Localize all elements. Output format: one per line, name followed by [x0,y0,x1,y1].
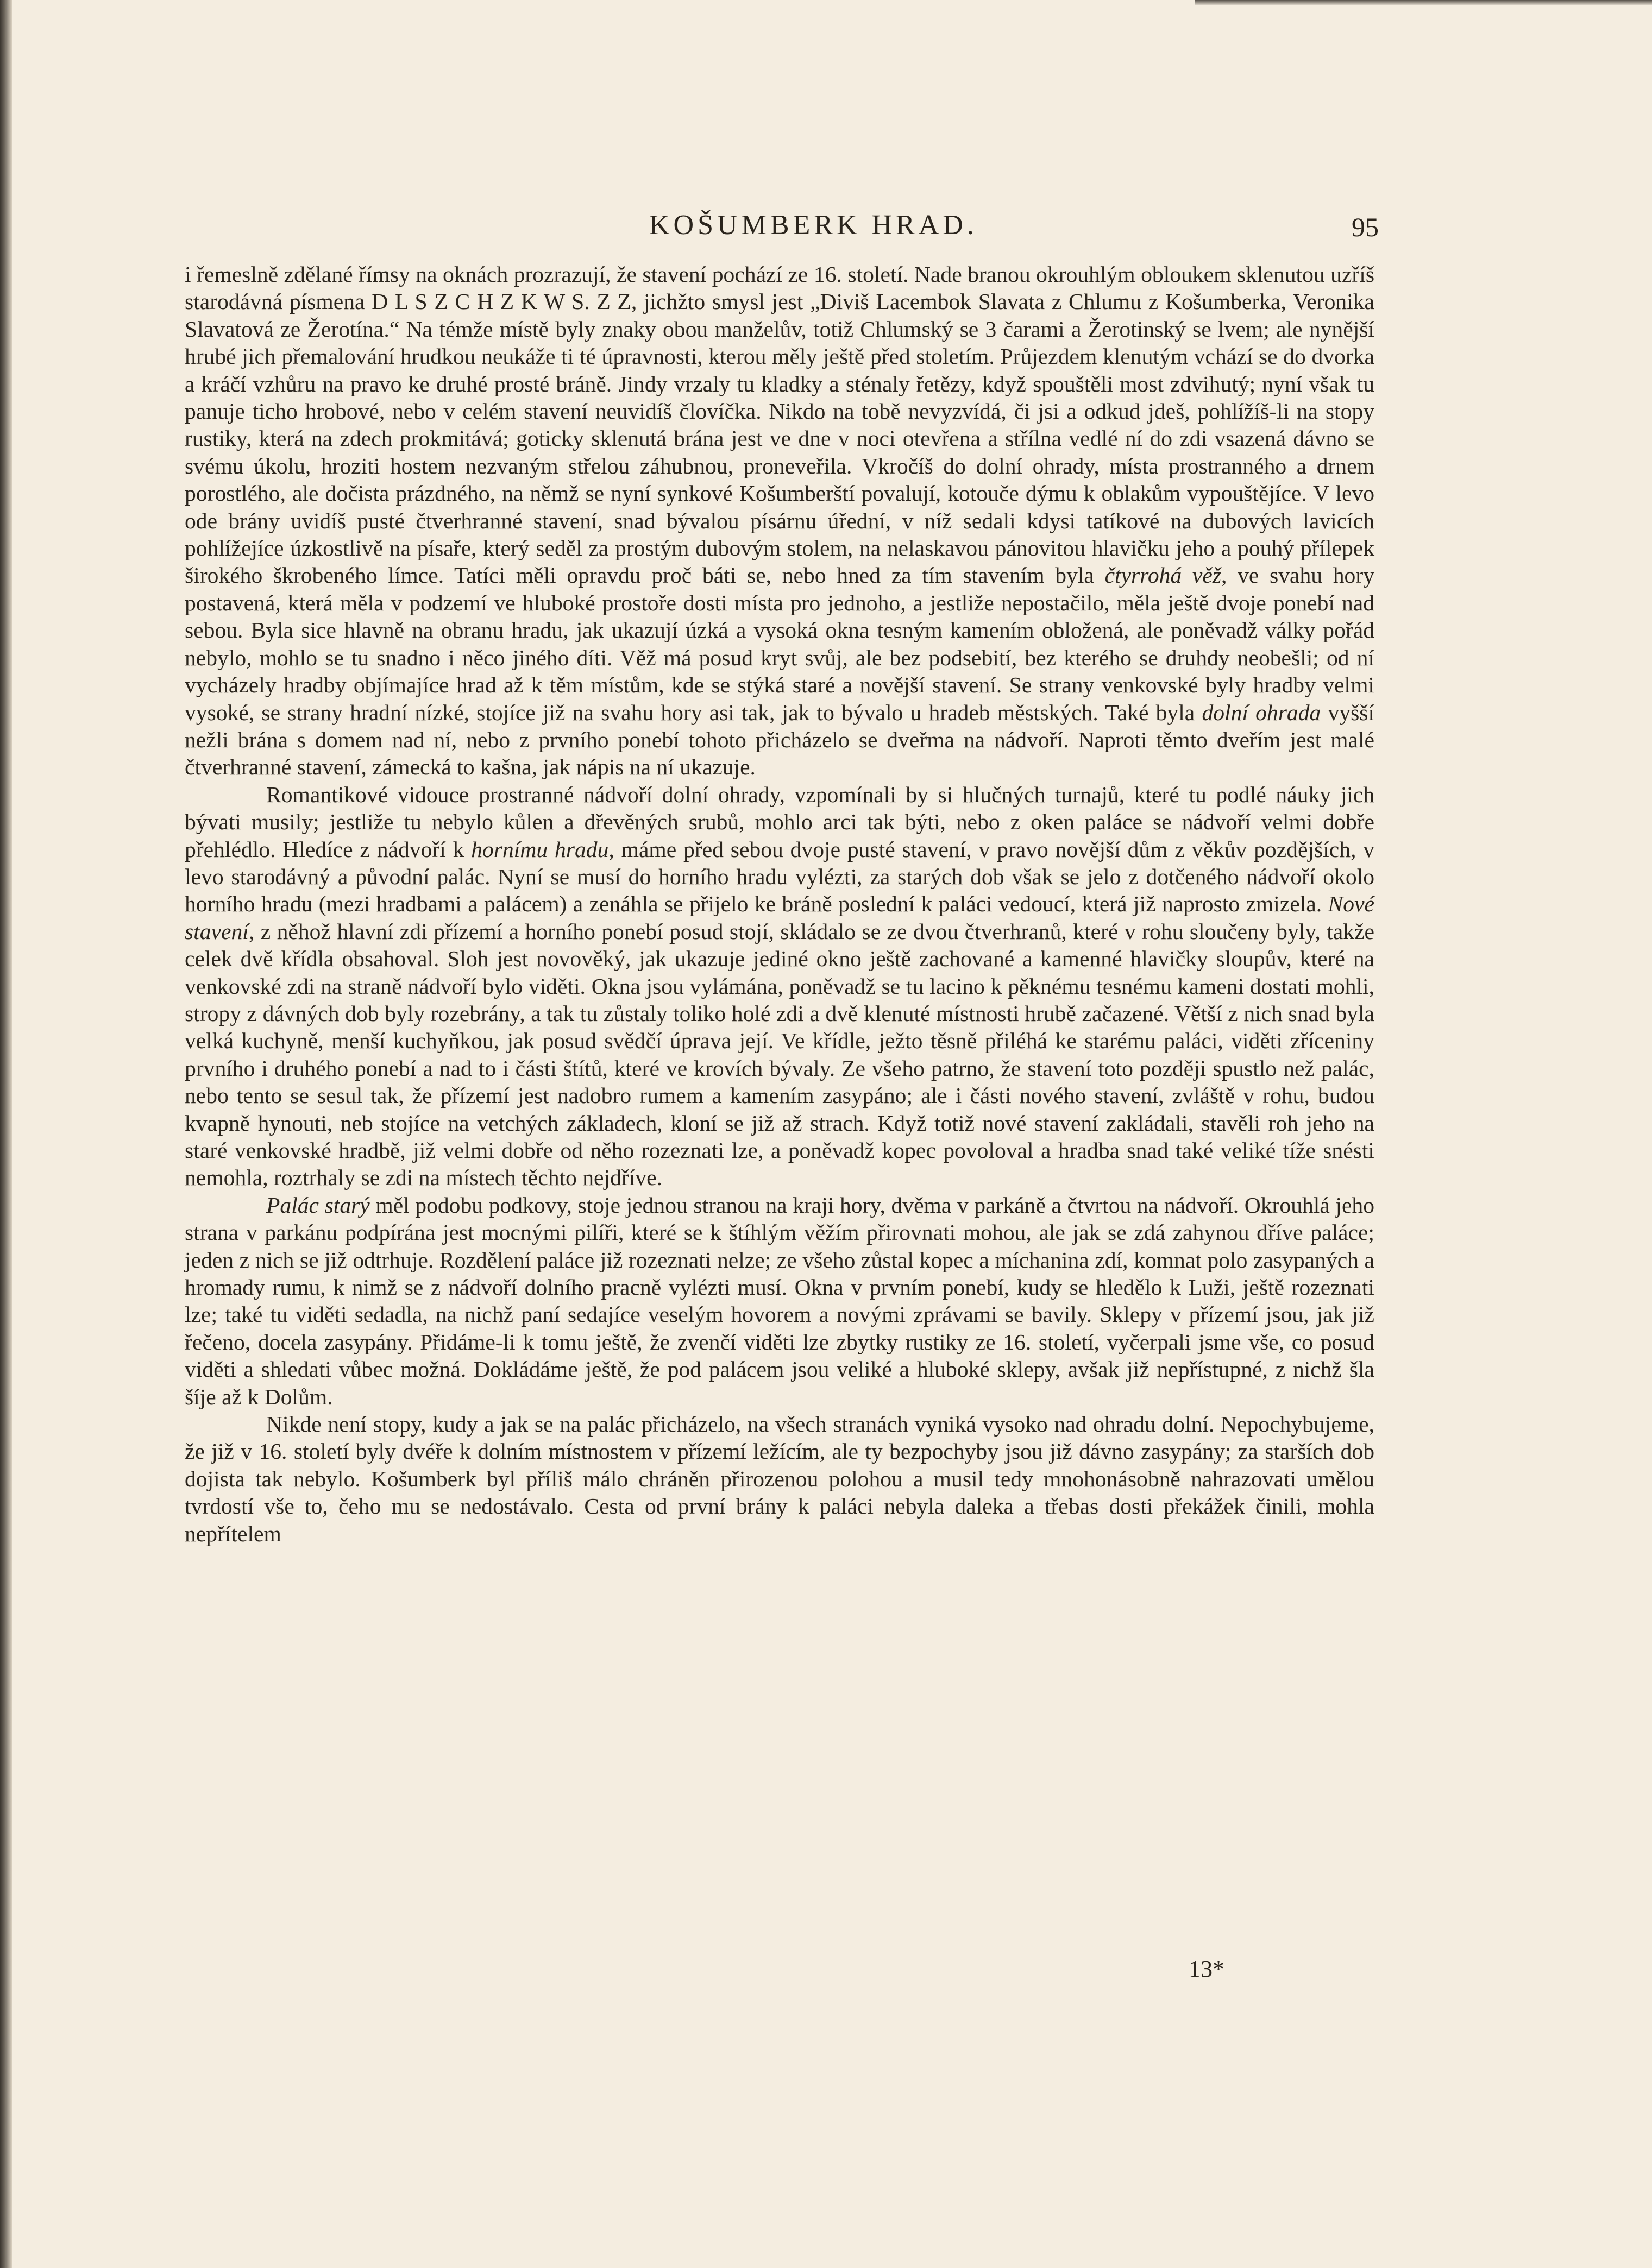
text-run: měl podobu podkovy, stoje jednou stranou na kraji hory, dvěma v parkáně a čtvrtou na nádvoří. Okrouhlá jeho strana v parkánu podpírána jest mocnými pilíři, které se k štíhlým věžím přirovnati mohou, ale jak se zdá zahynou dříve paláce; jeden z nich se již odtrhuje. Rozdělení paláce již rozeznati nelze; ze všeho zůstal kopec a míchanina zdí, komnat polo zasypaných a hromady rumu, k nimž se z nádvoří dolního pracně vylézti musí. Okna v prvním ponebí, kudy se hledělo k Luži, ještě rozeznati lze; také tu viděti sedadla, na nichž paní sedajíce veselým hovorem a novými zprávami se bavily. Sklepy v přízemí jsou, jak již řečeno, docela zasypány. Přidáme-li k tomu ještě, že zvenčí viděti lze zbytky rustiky ze 16. století, vyčerpali jsme vše, co posud viděti a shledati vůbec možná. Dokládáme ještě, že pod palácem jsou veliké a hluboké sklepy, avšak již nepřístupné, z nichž šla šíje až k Dolům. [185,1192,1374,1409]
italic-term: hornímu hradu [471,836,609,862]
page-number: 95 [1352,212,1379,242]
paragraph [185,1410,1374,1547]
italic-term: dolní ohrada [1202,700,1321,725]
text-run: , ve svahu hory postavená, která měla v podzemí ve hluboké prostoře dosti místa pro jednoho, a jestliže nepostačilo, měla ještě dvoje ponebí nad sebou. Byla sice hlavně na obranu hradu, jak ukazují úzká a vysoká okna tesným kamením obložená, ale poněvadž války pořád nebylo, mohlo se tu snadno i něco jiného díti. Věž má posud kryt svůj, ale bez podsebití, bez kterého se druhdy neobešli; od ní vycházely hradby objímajíce hrad až k těm místům, kde se stýká staré a novější stavení. Se strany venkovské byly hradby velmi vysoké, se strany hradní nízké, stojíce již na svahu hory asi tak, jak to bývalo u hradeb městských. Také byla [185,563,1374,725]
page-top-shadow [1195,0,1652,5]
text-run: vyšší nežli brána s domem nad ní, nebo z prvního ponebí tohoto přicházelo se dveřma na nádvoří. Naproti těmto dveřím jest malé čtverhranné stavení, zámecká to kašna, jak nápis na ní ukazuje. [185,700,1375,780]
italic-term: Palác starý [266,1192,370,1218]
text-run: Romantikové vidouce prostranné nádvoří dolní ohrady, vzpomínali by si hlučných turnajů, které tu podlé náuky jich bývati musily; jestliže tu nebylo kůlen a dřevěných srubů, mohlo arci tak býti, nebo z oken paláce se nádvoří velmi dobře přehlédlo. Hledíce z nádvoří k [185,782,1374,862]
text-run: , máme před sebou dvoje pusté stavení, v pravo novější dům z věkův pozdějších, v levo starodávný a původní palác. Nyní se musí do horního hradu vylézti, za starých dob však se jelo z dotčeného nádvoří okolo horního hradu (mezi hradbami a palácem) a zenáhla se přijelo ke bráně poslední k paláci vedoucí, která již naprosto zmizela. [185,836,1375,917]
paragraph [185,1192,1374,1410]
page-edge-shadow [0,0,12,2268]
paragraph [185,261,1374,781]
page-title: KOŠUMBERK HRAD. [649,210,978,241]
text-run: Nikde není stopy, kudy a jak se na palác přicházelo, na všech stranách vyniká vysoko nad ohradu dolní. Nepochybujeme, že již v 16. století byly dvéře k dolním místnostem v přízemí ležícím, ale ty bezpochyby jsou již dávno zasypány; za starších dob dojista tak nebylo. Košumberk byl příliš málo chráněn přirozenou polohou a musil tedy mnohonásobně nahrazovati umělou tvrdostí vše to, čeho mu se nedostávalo. Cesta od první brány k paláci nebyla daleka a třebas dosti překážek činili, mohla nepřítelem [185,1412,1374,1546]
text-run: i řemeslně zdělané římsy na oknách prozrazují, že stavení pochází ze 16. století. Nade branou okrouhlým obloukem sklenutou uzříš starodávná písmena D L S Z C H Z K W S. Z Z, jichžto smysl jest „Diviš Lacembok Slavata z Chlumu z Košumberka, Veronika Slavatová ze Žerotína.“ Na témže místě byly znaky obou manželův, totiž Chlumský se 3 čarami a Žerotinský se lvem; ale nynější hrubé jich přemalování hrudkou neukáže ti té úpravnosti, kterou měly ještě před stoletím. Průjezdem klenutým vchází se do dvorka a kráčí vzhůru na pravo ke druhé prosté bráně. Jindy vrzaly tu kladky a sténaly řetězy, když spouštěli most zdvihutý; nyní však tu panuje ticho hrobové, nebo v celém stavení neuvidíš človíčka. Nikdo na tobě nevyzvídá, či jsi a odkud jdeš, pohlížíš-li na stopy rustiky, která na zdech prokmitává; goticky sklenutá brána jest ve dne v noci otevřena a střílna vedlé ní do zdi vsazená dávno se svému úkolu, hroziti hostem nezvaným střelou záhubnou, proneveřila. Vkročíš do dolní ohrady, místa prostranného a drnem porostlého, ale dočista prázdného, na němž se nyní synkové Košumberští povalují, kotouče dýmu k oblakům vypouštějíce. V levo ode brány uvidíš pusté čtverhranné stavení, snad bývalou písárnu úřední, v níž sedali kdysi tatíkové na dubových lavicích pohlížejíce úzkostlivě na písaře, který seděl za prostým dubovým stolem, na nelaskavou pánovitou hlavičku jeho a pouhý přílepek širokého škrobeného límce. Tatíci měli opravdu proč báti se, nebo hned za tím stavením byla [185,262,1374,588]
paragraph [185,781,1374,1192]
text-run: , z něhož hlavní zdi přízemí a horního ponebí posud stojí, skládalo se ze dvou čtverhranů, které v rohu sloučeny byly, takže celek dvě křídla obsahoval. Sloh jest novověký, jak ukazuje jediné okno ještě zachované a kamenné hlavičky sloupův, které na venkovské zdi na straně nádvoří bylo viděti. Okna jsou vylámána, poněvadž se tu lacino k pěknému tesnému kameni dostati mohli, stropy z dávných dob byly rozebrány, a tak tu zůstaly toliko holé zdi a dvě klenuté místnosti hrubě začazené. Větší z nich snad byla velká kuchyně, menší kuchyňkou, jak posud svědčí úprava její. Ve křídle, ježto těsně přiléhá ke starému paláci, viděti zříceniny prvního i druhého ponebí a nad to i části štítů, které ve krovích bývaly. Ze všeho patrno, že stavení toto později spustlo než palác, nebo tento se sesul tak, že přízemí jest nadobro rumem a kamením zasypáno; ale i části nového stavení, zvláště v rohu, budou kvapně hynouti, neb stojíce na vetchých základech, kloní se již až strach. Když totiž nové stavení zakládali, stavěli roh jeho na staré venkovské hradbě, již velmi dobře od něho rozeznati lze, a poněvadž kopec povoloval a hradba snad také veliké tíže snésti nemohla, roztrhaly se zdi na místech těchto nejdříve. [185,918,1374,1190]
italic-term: čtyrrohá věž [1104,563,1222,588]
italic-term: Nové stavení [185,891,1374,944]
running-head [0,209,1652,253]
signature-mark: 13* [1189,1956,1224,1982]
body-text [185,261,1374,1547]
